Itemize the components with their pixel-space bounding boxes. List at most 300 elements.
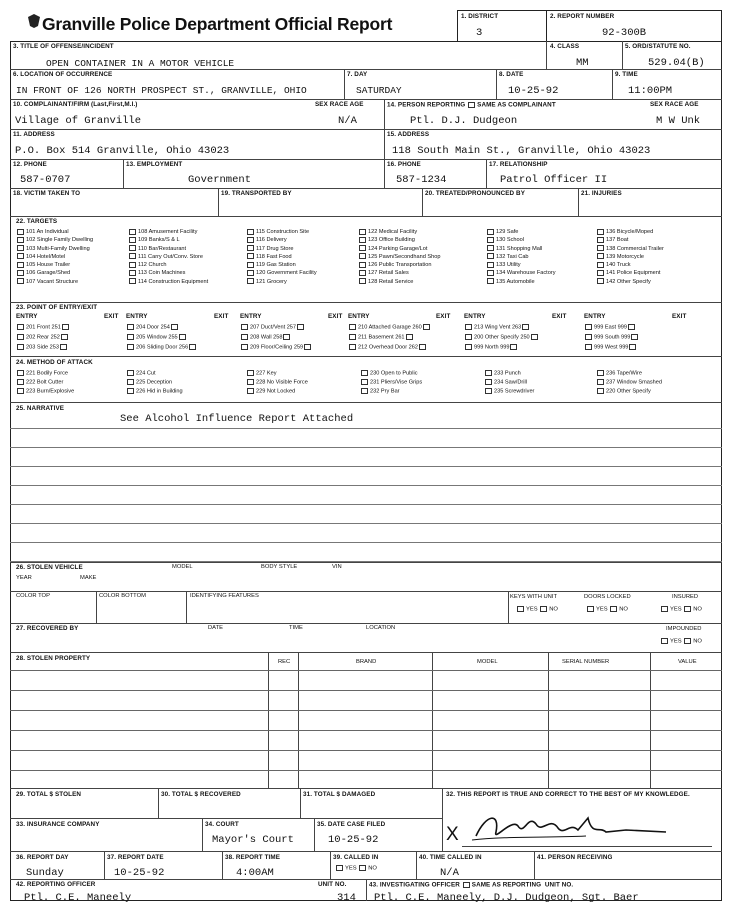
entry-checkbox[interactable] — [127, 324, 134, 330]
property-row[interactable] — [10, 730, 722, 731]
entry-checkbox[interactable] — [349, 324, 356, 330]
exit-header: EXIT — [104, 313, 119, 320]
complainant-address[interactable]: P.O. Box 514 Granville, Ohio 43023 — [15, 145, 230, 157]
target-checkbox[interactable] — [129, 262, 136, 268]
narrative-line[interactable] — [10, 466, 722, 467]
attack-option: 224 Cut — [126, 370, 156, 376]
same-as-reporting-checkbox[interactable] — [463, 882, 470, 888]
targets-column — [16, 228, 93, 286]
attack-option: 223 Burn/Explosive — [16, 388, 74, 394]
entry-option: 204 Door 254 — [126, 324, 180, 330]
date-filed-label: 35. DATE CASE FILED — [317, 821, 386, 828]
exit-checkbox[interactable] — [179, 334, 186, 340]
same-as-complainant-checkbox[interactable] — [468, 102, 475, 108]
date-filed-value[interactable]: 10-25-92 — [328, 834, 379, 846]
narrative-line[interactable] — [10, 504, 722, 505]
district-label: 1. DISTRICT — [461, 13, 499, 20]
exit-checkbox[interactable] — [62, 324, 69, 330]
entry-checkbox[interactable] — [127, 344, 134, 350]
time-called-value[interactable]: N/A — [440, 867, 459, 879]
entry-option: 202 Rear 252 — [16, 334, 70, 340]
investigating-officer-value[interactable]: Ptl. C.E. Maneely, D.J. Dudgeon, Sgt. Baer — [374, 892, 639, 904]
target-checkbox[interactable] — [247, 245, 254, 251]
target-item: 131 Shopping Mall — [486, 245, 556, 253]
certify-label: 32. THIS REPORT IS TRUE AND CORRECT TO THE BEST OF MY KNOWLEDGE. — [446, 791, 690, 798]
property-column-divider — [432, 652, 433, 788]
victim-taken-label: 18. VICTIM TAKEN TO — [13, 190, 81, 197]
reporting-address-label: 15. ADDRESS — [387, 131, 430, 138]
court-value[interactable]: Mayor's Court — [212, 834, 294, 846]
recovered-label: 27. RECOVERED BY — [16, 625, 79, 632]
entry-option: 999 East 999 — [584, 324, 637, 330]
target-item: 118 Fast Food — [246, 253, 317, 261]
target-checkbox[interactable] — [247, 278, 254, 284]
attack-checkbox[interactable] — [597, 388, 604, 394]
entry-checkbox[interactable] — [241, 334, 248, 340]
targets-label: 22. TARGETS — [16, 218, 58, 225]
day-value[interactable]: SATURDAY — [356, 85, 402, 96]
signature-x: X — [446, 824, 459, 845]
attack-option: 220 Other Specify — [596, 388, 651, 394]
offense-value[interactable]: OPEN CONTAINER IN A MOTOR VEHICLE — [46, 58, 235, 69]
entry-checkbox[interactable] — [349, 334, 356, 340]
entry-option: 203 Side 253 — [16, 344, 69, 350]
insured-no-checkbox[interactable] — [684, 606, 691, 612]
report-number-value[interactable]: 92-300B — [602, 27, 647, 39]
exit-checkbox[interactable] — [531, 334, 538, 340]
targets-column — [486, 228, 556, 286]
target-checkbox[interactable] — [17, 270, 24, 276]
signature-image[interactable] — [466, 806, 686, 846]
exit-checkbox[interactable] — [510, 344, 517, 350]
target-item: 114 Construction Equipment — [128, 278, 208, 286]
entry-checkbox[interactable] — [17, 324, 24, 330]
entry-checkbox[interactable] — [17, 334, 24, 340]
attack-checkbox[interactable] — [127, 370, 134, 376]
date-label: 8. DATE — [499, 71, 524, 78]
target-checkbox[interactable] — [17, 262, 24, 268]
property-row[interactable] — [10, 690, 722, 691]
complainant-phone[interactable]: 587-0707 — [20, 174, 71, 186]
insurance-label: 33. INSURANCE COMPANY — [16, 821, 100, 828]
attack-option: 225 Deception — [126, 379, 172, 385]
insured-checkboxes: YES NO — [660, 606, 702, 613]
attack-option: 229 Not Locked — [246, 388, 295, 394]
person-reporting-label: 14. PERSON REPORTING SAME AS COMPLAINANT — [387, 101, 556, 109]
entry-checkbox[interactable] — [241, 344, 248, 350]
impounded-checkboxes: YES NO — [660, 638, 702, 645]
target-item: 119 Gas Station — [246, 261, 317, 269]
entry-option: 213 Wing Vent 263 — [464, 324, 531, 330]
date-value[interactable]: 10-25-92 — [508, 85, 559, 97]
entry-option: 205 Window 255 — [126, 334, 188, 340]
targets-column — [246, 228, 317, 286]
exit-checkbox[interactable] — [628, 324, 635, 330]
attack-checkbox[interactable] — [361, 370, 368, 376]
target-item: 142 Other Specify — [596, 278, 664, 286]
treated-label: 20. TREATED/PRONOUNCED BY — [425, 190, 525, 197]
entry-checkbox[interactable] — [585, 334, 592, 340]
report-day-label: 36. REPORT DAY — [16, 854, 69, 861]
property-row[interactable] — [10, 770, 722, 771]
target-checkbox[interactable] — [247, 262, 254, 268]
report-number-label: 2. REPORT NUMBER — [550, 13, 615, 20]
property-row[interactable] — [10, 710, 722, 711]
doors-no-checkbox[interactable] — [610, 606, 617, 612]
district-value[interactable]: 3 — [476, 27, 483, 39]
total-stolen-label: 29. TOTAL $ STOLEN — [16, 791, 82, 798]
target-checkbox[interactable] — [247, 253, 254, 259]
entry-option: 209 Floor/Ceiling 259 — [240, 344, 313, 350]
target-checkbox[interactable] — [597, 278, 604, 284]
entry-checkbox[interactable] — [585, 324, 592, 330]
exit-checkbox[interactable] — [297, 324, 304, 330]
reporting-name[interactable]: Ptl. D.J. Dudgeon — [410, 115, 518, 127]
narrative-line[interactable] — [10, 542, 722, 543]
entry-option: 999 North 999 — [464, 344, 519, 350]
target-item: 140 Truck — [596, 261, 664, 269]
target-checkbox[interactable] — [359, 253, 366, 259]
recovered-location-label: LOCATION — [366, 625, 396, 631]
form-frame — [10, 41, 722, 901]
target-item: 125 Pawn/Secondhand Shop — [358, 253, 440, 261]
narrative-line[interactable] — [10, 447, 722, 448]
attack-option: 235 Screwdriver — [484, 388, 534, 394]
report-time-value[interactable]: 4:00AM — [236, 867, 274, 879]
exit-checkbox[interactable] — [522, 324, 529, 330]
attack-label: 24. METHOD OF ATTACK — [16, 359, 93, 366]
target-checkbox[interactable] — [597, 229, 604, 235]
target-item: 130 School — [486, 236, 556, 244]
targets-column — [358, 228, 440, 286]
attack-option: 233 Punch — [484, 370, 521, 376]
impounded-no-checkbox[interactable] — [684, 638, 691, 644]
target-checkbox[interactable] — [359, 229, 366, 235]
attack-checkbox[interactable] — [247, 379, 254, 385]
model-header: MODEL — [477, 659, 498, 665]
target-checkbox[interactable] — [17, 245, 24, 251]
vehicle-label: 26. STOLEN VEHICLE — [16, 564, 83, 571]
target-item: 123 Office Building — [358, 236, 440, 244]
property-column-divider — [298, 652, 299, 788]
exit-checkbox[interactable] — [629, 344, 636, 350]
total-recovered-label: 30. TOTAL $ RECOVERED — [161, 791, 241, 798]
attack-checkbox[interactable] — [17, 370, 24, 376]
target-checkbox[interactable] — [17, 278, 24, 284]
vehicle-year-label: YEAR — [16, 575, 32, 581]
property-row[interactable] — [10, 750, 722, 751]
exit-checkbox[interactable] — [171, 324, 178, 330]
ord-value[interactable]: 529.04(B) — [648, 57, 705, 69]
attack-checkbox[interactable] — [127, 388, 134, 394]
target-checkbox[interactable] — [597, 237, 604, 243]
entry-checkbox[interactable] — [465, 334, 472, 340]
class-label: 4. CLASS — [550, 43, 580, 50]
exit-header: EXIT — [672, 313, 687, 320]
entry-checkbox[interactable] — [17, 344, 24, 350]
attack-checkbox[interactable] — [485, 379, 492, 385]
attack-checkbox[interactable] — [17, 388, 24, 394]
target-checkbox[interactable] — [129, 245, 136, 251]
entry-checkbox[interactable] — [349, 344, 356, 350]
target-checkbox[interactable] — [359, 270, 366, 276]
target-checkbox[interactable] — [17, 253, 24, 259]
target-item: 111 Carry Out/Conv. Store — [128, 253, 208, 261]
entry-option: 210 Attached Garage 260 — [348, 324, 432, 330]
target-item: 106 Garage/Shed — [16, 269, 93, 277]
attack-option: 230 Open to Public — [360, 370, 418, 376]
target-checkbox[interactable] — [129, 237, 136, 243]
exit-header: EXIT — [214, 313, 229, 320]
target-item: 129 Safe — [486, 228, 556, 236]
target-item: 105 House Trailer — [16, 261, 93, 269]
complainant-name[interactable]: Village of Granville — [15, 115, 142, 127]
target-item: 115 Construction Site — [246, 228, 317, 236]
target-checkbox[interactable] — [487, 278, 494, 284]
narrative-line[interactable] — [10, 485, 722, 486]
target-item: 138 Commercial Trailer — [596, 245, 664, 253]
police-report-form — [10, 6, 724, 910]
keys-checkboxes: YES NO — [516, 606, 558, 613]
narrative-line[interactable] — [10, 428, 722, 429]
report-time-label: 38. REPORT TIME — [225, 854, 281, 861]
exit-checkbox[interactable] — [419, 344, 426, 350]
target-item: 104 Hotel/Motel — [16, 253, 93, 261]
attack-checkbox[interactable] — [247, 370, 254, 376]
employment-label: 13. EMPLOYMENT — [126, 161, 183, 168]
reporting-officer-label: 42. REPORTING OFFICER — [16, 881, 96, 888]
target-item: 136 Bicycle/Moped — [596, 228, 664, 236]
target-checkbox[interactable] — [17, 237, 24, 243]
target-checkbox[interactable] — [359, 278, 366, 284]
exit-checkbox[interactable] — [189, 344, 196, 350]
employment-value[interactable]: Government — [188, 174, 252, 186]
target-item: 139 Motorcycle — [596, 253, 664, 261]
target-item: 127 Retail Sales — [358, 269, 440, 277]
target-item: 122 Medical Facility — [358, 228, 440, 236]
reporting-phone-label: 16. PHONE — [387, 161, 421, 168]
target-item: 124 Parking Garage/Lot — [358, 245, 440, 253]
exit-checkbox[interactable] — [406, 334, 413, 340]
value-header: VALUE — [678, 659, 697, 665]
vehicle-make-label: MAKE — [80, 575, 97, 581]
attack-option: 226 Hid in Building — [126, 388, 183, 394]
attack-option: 222 Bolt Cutter — [16, 379, 63, 385]
target-item: 101 An Individual — [16, 228, 93, 236]
report-date-label: 37. REPORT DATE — [107, 854, 164, 861]
entry-option: 208 Wall 258 — [240, 334, 292, 340]
target-item: 112 Church — [128, 261, 208, 269]
report-date-value[interactable]: 10-25-92 — [114, 867, 165, 879]
class-value[interactable]: MM — [576, 57, 589, 69]
property-row[interactable] — [10, 670, 722, 671]
time-label: 9. TIME — [615, 71, 638, 78]
entry-checkbox[interactable] — [127, 334, 134, 340]
unit-value[interactable]: 314 — [337, 892, 356, 904]
attack-option: 236 Tape/Wire — [596, 370, 642, 376]
complainant-address-label: 11. ADDRESS — [13, 131, 55, 138]
target-checkbox[interactable] — [129, 278, 136, 284]
rec-header: REC — [278, 659, 291, 665]
investigating-officer-label: 43. INVESTIGATING OFFICER SAME AS REPORTING UNIT NO. — [369, 881, 574, 889]
keys-label: KEYS WITH UNIT — [510, 594, 558, 600]
called-in-label: 39. CALLED IN — [333, 854, 379, 861]
entry-header: ENTRY — [348, 313, 370, 320]
property-column-divider — [650, 652, 651, 788]
target-item: 117 Drug Store — [246, 245, 317, 253]
target-checkbox[interactable] — [487, 229, 494, 235]
relationship-label: 17. RELATIONSHIP — [489, 161, 548, 168]
targets-column — [596, 228, 664, 286]
target-item: 109 Banks/S & L — [128, 236, 208, 244]
reporting-sra[interactable]: M W Unk — [656, 115, 701, 127]
attack-checkbox[interactable] — [247, 388, 254, 394]
target-checkbox[interactable] — [597, 262, 604, 268]
attack-option: 227 Key — [246, 370, 277, 376]
target-checkbox[interactable] — [597, 270, 604, 276]
target-checkbox[interactable] — [247, 270, 254, 276]
exit-checkbox[interactable] — [304, 344, 311, 350]
target-item: 108 Amusement Facility — [128, 228, 208, 236]
color-top-label: COLOR TOP — [16, 593, 50, 599]
vehicle-vin-label: VIN — [332, 564, 342, 570]
exit-checkbox[interactable] — [60, 344, 67, 350]
location-value[interactable]: IN FRONT OF 126 NORTH PROSPECT ST., GRANVILLE, OHIO — [16, 85, 307, 96]
relationship-value[interactable]: Patrol Officer II — [500, 174, 608, 186]
entry-checkbox[interactable] — [465, 324, 472, 330]
entry-checkbox[interactable] — [585, 344, 592, 350]
vehicle-body-label: BODY STYLE — [261, 564, 298, 570]
exit-checkbox[interactable] — [61, 334, 68, 340]
reporting-address[interactable]: 118 South Main St., Granville, Ohio 43023 — [392, 145, 651, 157]
exit-checkbox[interactable] — [631, 334, 638, 340]
attack-option: 237 Window Smashed — [596, 379, 662, 385]
recovered-time-label: TIME — [289, 625, 303, 631]
badge-icon — [28, 14, 40, 28]
entry-option: 999 South 999 — [584, 334, 640, 340]
attack-checkbox[interactable] — [597, 370, 604, 376]
called-yes-checkbox[interactable] — [336, 865, 343, 871]
doors-yes-checkbox[interactable] — [587, 606, 594, 612]
reporting-sra-label: SEX RACE AGE — [650, 101, 699, 108]
target-checkbox[interactable] — [359, 237, 366, 243]
insured-label: INSURED — [672, 594, 699, 600]
target-item: 133 Utility — [486, 261, 556, 269]
keys-yes-checkbox[interactable] — [517, 606, 524, 612]
target-item: 126 Public Transportation — [358, 261, 440, 269]
attack-checkbox[interactable] — [361, 388, 368, 394]
target-checkbox[interactable] — [129, 253, 136, 259]
features-label: IDENTIFYING FEATURES — [190, 593, 259, 599]
reporting-officer-value[interactable]: Ptl. C.E. Maneely — [24, 892, 132, 904]
target-checkbox[interactable] — [487, 262, 494, 268]
exit-header: EXIT — [328, 313, 343, 320]
property-column-divider — [268, 652, 269, 788]
attack-option: 221 Bodily Force — [16, 370, 68, 376]
attack-checkbox[interactable] — [597, 379, 604, 385]
target-checkbox[interactable] — [247, 237, 254, 243]
target-checkbox[interactable] — [359, 262, 366, 268]
target-checkbox[interactable] — [597, 245, 604, 251]
location-label: 6. LOCATION OF OCCURRENCE — [13, 71, 113, 78]
unit-label: UNIT NO. — [318, 881, 347, 888]
attack-option: 234 Saw/Drill — [484, 379, 527, 385]
property-column-divider — [548, 652, 549, 788]
target-item: 110 Bar/Restaurant — [128, 245, 208, 253]
targets-column — [128, 228, 208, 286]
entry-header: ENTRY — [584, 313, 606, 320]
called-no-checkbox[interactable] — [359, 865, 366, 871]
report-day-value[interactable]: Sunday — [26, 867, 64, 879]
exit-header: EXIT — [436, 313, 451, 320]
target-item: 121 Grocery — [246, 278, 317, 286]
target-item: 141 Police Equipment — [596, 269, 664, 277]
target-checkbox[interactable] — [17, 229, 24, 235]
brand-header: BRAND — [356, 659, 377, 665]
target-item: 113 Coin Machines — [128, 269, 208, 277]
doors-label: DOORS LOCKED — [584, 594, 631, 600]
target-item: 128 Retail Service — [358, 278, 440, 286]
narrative-line[interactable] — [10, 523, 722, 524]
target-item: 120 Government Facility — [246, 269, 317, 277]
called-in-checkboxes: YES NO — [335, 865, 377, 872]
impounded-yes-checkbox[interactable] — [661, 638, 668, 644]
attack-checkbox[interactable] — [127, 379, 134, 385]
attack-option: 231 Pliers/Vise Grips — [360, 379, 422, 385]
complainant-sra-label: SEX RACE AGE — [315, 101, 364, 108]
transported-label: 19. TRANSPORTED BY — [221, 190, 292, 197]
ord-label: 5. ORD/STATUTE NO. — [625, 43, 691, 50]
target-checkbox[interactable] — [129, 229, 136, 235]
time-value[interactable]: 11:00PM — [628, 85, 673, 97]
attack-checkbox[interactable] — [485, 370, 492, 376]
serial-header: SERIAL NUMBER — [562, 659, 610, 665]
target-checkbox[interactable] — [597, 253, 604, 259]
target-item: 137 Boat — [596, 236, 664, 244]
keys-no-checkbox[interactable] — [540, 606, 547, 612]
reporting-phone[interactable]: 587-1234 — [396, 174, 447, 186]
injuries-label: 21. INJURIES — [581, 190, 622, 197]
target-checkbox[interactable] — [359, 245, 366, 251]
recovered-date-label: DATE — [208, 625, 224, 631]
insured-yes-checkbox[interactable] — [661, 606, 668, 612]
entry-checkbox[interactable] — [465, 344, 472, 350]
entry-checkbox[interactable] — [241, 324, 248, 330]
total-damaged-label: 31. TOTAL $ DAMAGED — [303, 791, 376, 798]
target-checkbox[interactable] — [487, 253, 494, 259]
day-label: 7. DAY — [347, 71, 368, 78]
target-checkbox[interactable] — [487, 237, 494, 243]
target-item: 103 Multi-Family Dwelling — [16, 245, 93, 253]
exit-checkbox[interactable] — [423, 324, 430, 330]
entry-header: ENTRY — [240, 313, 262, 320]
time-called-label: 40. TIME CALLED IN — [419, 854, 482, 861]
color-bottom-label: COLOR BOTTOM — [99, 593, 146, 599]
attack-checkbox[interactable] — [17, 379, 24, 385]
attack-checkbox[interactable] — [361, 379, 368, 385]
target-checkbox[interactable] — [487, 245, 494, 251]
target-checkbox[interactable] — [129, 270, 136, 276]
target-checkbox[interactable] — [247, 229, 254, 235]
exit-checkbox[interactable] — [283, 334, 290, 340]
exit-header: EXIT — [552, 313, 567, 320]
complainant-sra[interactable]: N/A — [338, 115, 357, 127]
target-item: 116 Delivery — [246, 236, 317, 244]
target-checkbox[interactable] — [487, 270, 494, 276]
narrative-text[interactable]: See Alcohol Influence Report Attached — [120, 413, 354, 425]
attack-checkbox[interactable] — [485, 388, 492, 394]
entry-option: 211 Basement 261 — [348, 334, 415, 340]
